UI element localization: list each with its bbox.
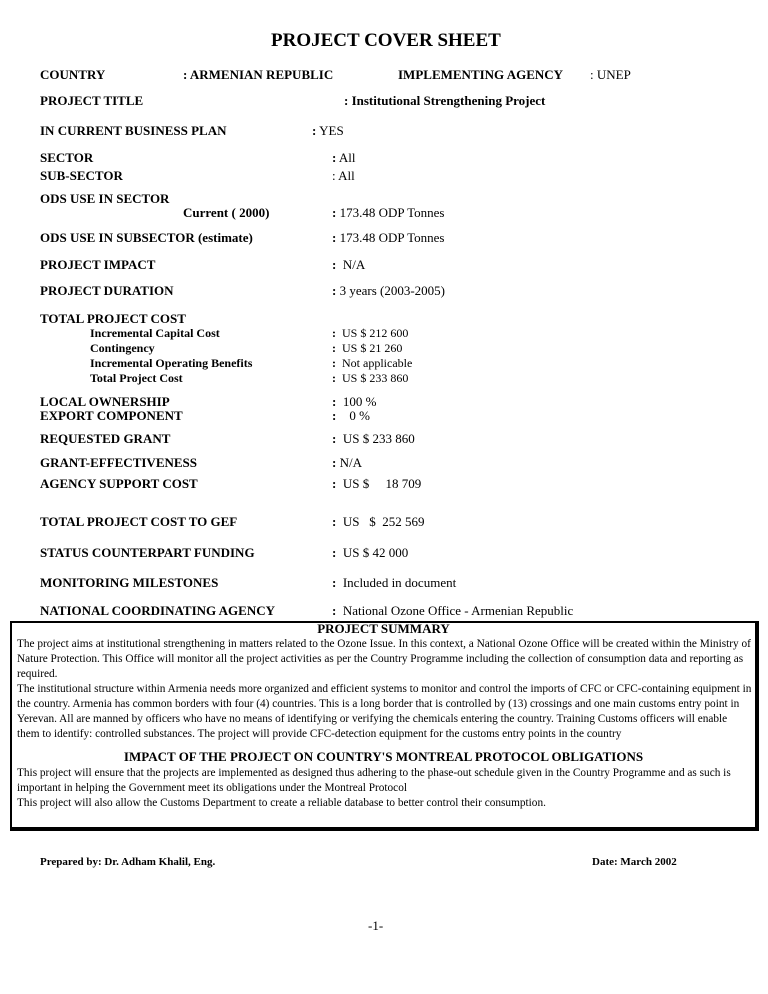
ods-subsector-label: ODS USE IN SUBSECTOR (estimate) [40,230,253,245]
cost-item-value [332,326,408,341]
impact-paragraph: This project will also allow the Customs Department to create a reliable database to better control their consumption. [17,797,546,809]
grant-effectiveness-value [332,455,362,471]
cost-item-amount: Not applicable [342,356,413,370]
cost-item-value [332,356,412,371]
monitoring-milestones-label: MONITORING MILESTONES [40,575,219,590]
total-gef-value [332,514,424,530]
coordinating-agency-colon: : [332,603,337,618]
ods-sector-colon: : [332,205,337,220]
business-plan-colon: : [312,123,317,138]
project-title-value: : Institutional Strengthening Project [344,93,546,108]
business-plan-label: IN CURRENT BUSINESS PLAN [40,123,227,138]
sector-label: SECTOR [40,150,94,165]
country-label: COUNTRY [40,67,106,82]
impact-paragraph: This project will ensure that the projects are implemented as designed thus adhering to the phase-out schedule given in the Country Programme and as such is important in helping the Government meet its obligations under the Montreal Protocol [17,767,731,794]
total-gef-label: TOTAL PROJECT COST TO GEF [40,514,238,529]
prepared-by: Prepared by: Dr. Adham Khalil, Eng. [40,856,216,868]
export-component-colon: : [332,408,337,423]
business-plan-value [312,123,344,139]
project-impact-label: PROJECT IMPACT [40,257,156,272]
cost-item-label: Incremental Operating Benefits [90,356,253,370]
grant-effectiveness-label: GRANT-EFFECTIVENESS [40,455,198,470]
page-title: PROJECT COVER SHEET [271,30,501,51]
implementing-agency-value: : UNEP [590,67,631,82]
requested-grant-colon: : [332,431,337,446]
requested-grant-value [332,431,415,447]
counterpart-funding-label: STATUS COUNTERPART FUNDING [40,545,255,560]
agency-support-colon: : [332,476,337,491]
cost-item-colon: : [332,326,336,340]
sector-value [332,150,356,166]
country-value: : ARMENIAN REPUBLIC [183,67,334,82]
cost-item-colon: : [332,371,336,385]
project-impact-colon: : [332,257,337,272]
business-plan-answer: YES [319,123,344,138]
export-component-value [332,408,370,424]
sector-answer: All [338,150,356,165]
project-duration-answer: 3 years (2003-2005) [339,283,446,298]
cost-item-label: Total Project Cost [90,371,183,385]
ods-subsector-colon: : [332,230,337,245]
local-ownership-colon: : [332,394,337,409]
project-duration-colon: : [332,283,337,298]
implementing-agency-label: IMPLEMENTING AGENCY [398,67,564,82]
export-component-label: EXPORT COMPONENT [40,408,183,423]
summary-paragraph: The institutional structure within Armenia needs more organized and efficient systems to monitor and control the imports of CFC or CFC-containing equipment in the country. Armenia has common borders with four (4) countries. This is a long border that is controlled by (13) crossings and one main customs entry point in Yerevan. All are manned by officers who have no means of identifying or verifying the chemicals entering the country. Training Customs officers will enable them to identify: controlled substances. The project will provide CFC-detection equipment for the customs entry points in the country [17,683,752,740]
subsector-label: SUB-SECTOR [40,168,123,183]
sector-colon: : [332,150,337,165]
project-duration-value [332,283,445,299]
ods-sector-value [332,205,445,221]
total-project-cost-label: TOTAL PROJECT COST [40,311,186,326]
ods-subsector-value [332,230,445,246]
project-title-label: PROJECT TITLE [40,93,144,108]
monitoring-milestones-answer: Included in document [342,575,457,590]
project-summary-box [10,621,759,831]
cost-item-value [332,341,402,356]
agency-support-label: AGENCY SUPPORT COST [40,476,198,491]
impact-heading: IMPACT OF THE PROJECT ON COUNTRY'S MONTREAL PROTOCOL OBLIGATIONS [123,749,644,764]
agency-support-value [332,476,421,492]
cost-item-value [332,371,408,386]
coordinating-agency-label: NATIONAL COORDINATING AGENCY [40,603,275,618]
total-gef-colon: : [332,514,337,529]
ods-subsector-answer: 173.48 ODP Tonnes [339,230,445,245]
counterpart-funding-value [332,545,408,561]
grant-effectiveness-answer: N/A [339,455,362,470]
project-impact-value [332,257,365,273]
requested-grant-answer: US $ 233 860 [342,431,415,446]
cost-item-amount: US $ 21 260 [342,341,403,355]
local-ownership-label: LOCAL OWNERSHIP [40,394,170,409]
ods-sector-answer: 173.48 ODP Tonnes [339,205,445,220]
project-duration-label: PROJECT DURATION [40,283,174,298]
monitoring-milestones-value [332,575,456,591]
requested-grant-label: REQUESTED GRANT [40,431,171,446]
cost-item-colon: : [332,356,336,370]
coordinating-agency-value [332,603,573,619]
export-component-answer: 0 % [349,408,370,423]
cost-item-amount: US $ 212 600 [342,326,409,340]
project-impact-answer: N/A [342,257,366,272]
local-ownership-answer: 100 % [342,394,377,409]
coordinating-agency-answer: National Ozone Office - Armenian Republic [342,603,574,618]
grant-effectiveness-colon: : [332,455,337,470]
project-summary-heading: PROJECT SUMMARY [317,621,450,636]
cost-item-label: Contingency [90,341,155,355]
counterpart-funding-colon: : [332,545,337,560]
counterpart-funding-answer: US $ 42 000 [342,545,409,560]
cost-item-amount: US $ 233 860 [342,371,409,385]
agency-support-answer: US $ 18 709 [342,476,422,491]
summary-paragraph: The project aims at institutional strengthening in matters related to the Ozone Issue. In this context, a National Ozone Office will be created within the Ministry of Nature Protection. This Office will monitor all the project activities as per the Country Programme including the collection of consumption data and reporting as required. [17,638,751,680]
ods-sector-sublabel: Current ( 2000) [183,205,270,220]
page-number: -1- [368,918,384,933]
monitoring-milestones-colon: : [332,575,337,590]
cost-item-label: Incremental Capital Cost [90,326,220,340]
document-date: Date: March 2002 [592,856,677,868]
cost-item-colon: : [332,341,336,355]
total-gef-answer: US $ 252 569 [342,514,425,529]
subsector-value: : All [332,168,355,183]
ods-sector-label: ODS USE IN SECTOR [40,191,170,206]
